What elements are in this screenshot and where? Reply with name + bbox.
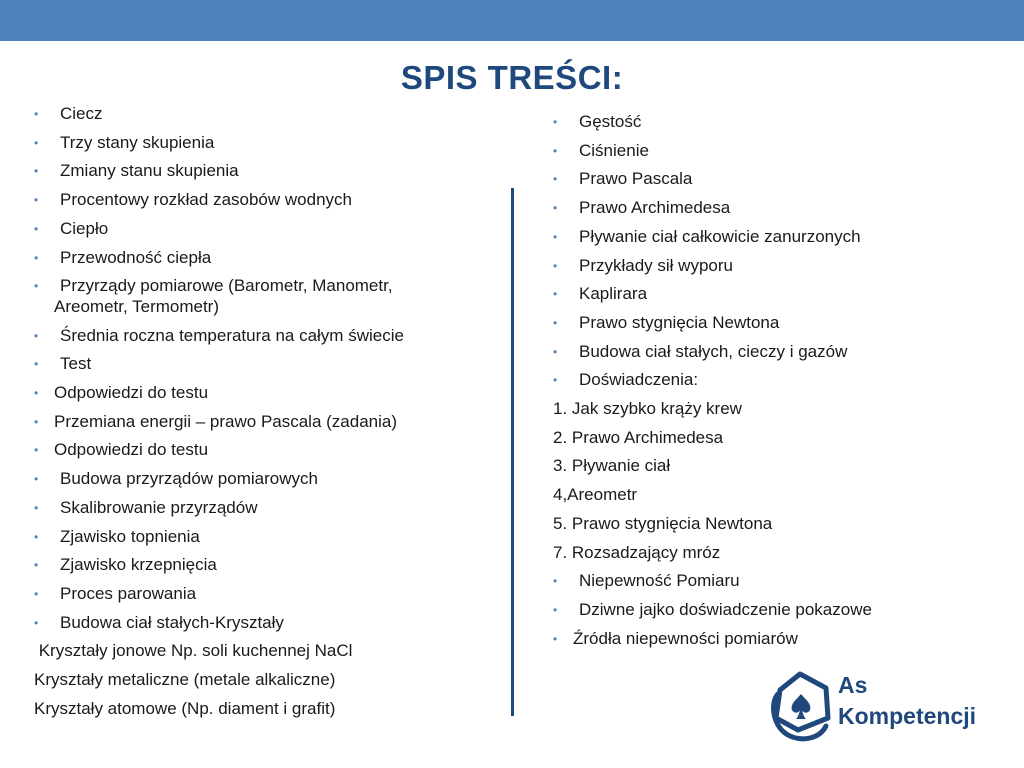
column-divider bbox=[511, 188, 514, 716]
plain-line: 4,Areometr bbox=[553, 485, 638, 505]
list-item bbox=[553, 137, 973, 166]
list-item-text: Średnia roczna temperatura na całym świecie bbox=[60, 325, 404, 345]
list-item bbox=[34, 551, 504, 580]
list-item-text: Przemiana energii – prawo Pascala (zadania) bbox=[54, 411, 398, 431]
bullet-icon: • bbox=[34, 558, 39, 573]
bullet-icon: • bbox=[34, 472, 39, 487]
list-item bbox=[553, 223, 973, 252]
list-item bbox=[34, 186, 504, 215]
list-item-text: Gęstość bbox=[579, 112, 642, 131]
bullet-icon: • bbox=[553, 287, 558, 302]
list-item bbox=[34, 523, 504, 552]
list-item-text: Przewodność ciepła bbox=[60, 247, 212, 267]
list-item bbox=[553, 108, 973, 137]
bullet-icon: • bbox=[34, 529, 39, 544]
plain-line: Kryształy jonowe Np. soli kuchennej NaCl bbox=[34, 641, 353, 661]
list-item bbox=[553, 338, 973, 367]
list-item-text: Trzy stany skupienia bbox=[60, 132, 215, 152]
list-item bbox=[34, 609, 504, 638]
list-item bbox=[34, 322, 504, 351]
list-item-text: Budowa ciał stałych-Kryształy bbox=[60, 612, 284, 632]
bullet-icon: • bbox=[34, 443, 39, 458]
list-item-text: Proces parowania bbox=[60, 583, 197, 603]
list-item-text: Kaplirara bbox=[579, 284, 648, 304]
bullet-icon: • bbox=[553, 315, 558, 330]
bullet-icon: • bbox=[34, 279, 39, 294]
bullet-icon: • bbox=[34, 250, 39, 265]
bullet-icon: • bbox=[553, 602, 558, 617]
list-item bbox=[34, 465, 504, 494]
bullet-icon: • bbox=[34, 586, 39, 601]
as-kompetencji-logo bbox=[768, 668, 998, 748]
list-item-text: Zjawisko krzepnięcia bbox=[60, 555, 217, 575]
bullet-icon: • bbox=[553, 143, 558, 158]
plain-line: 7. Rozsadzający mróz bbox=[553, 542, 721, 562]
list-item bbox=[34, 408, 504, 437]
list-item-text: Budowa przyrządów pomiarowych bbox=[60, 469, 318, 489]
plain-line: Kryształy atomowe (Np. diament i grafit) bbox=[34, 698, 336, 718]
top-accent-bar bbox=[0, 0, 1024, 41]
list-item bbox=[553, 596, 973, 625]
list-item bbox=[34, 100, 504, 129]
bullet-icon: • bbox=[34, 386, 39, 401]
list-item bbox=[34, 580, 504, 609]
list-item-text: Dziwne jajko doświadczenie pokazowe bbox=[579, 599, 872, 619]
list-item bbox=[34, 129, 504, 158]
logo-line-1: As bbox=[838, 672, 868, 698]
spade-card-logo-icon bbox=[768, 668, 832, 744]
plain-line: Kryształy metaliczne (metale alkaliczne) bbox=[34, 670, 336, 690]
right-column-list bbox=[553, 108, 973, 653]
list-item bbox=[34, 436, 504, 465]
list-item-text: Przykłady sił wyporu bbox=[579, 255, 733, 275]
list-item bbox=[553, 280, 973, 309]
bullet-icon: • bbox=[34, 615, 39, 630]
list-item bbox=[34, 157, 504, 186]
list-item-text: Prawo Pascala bbox=[579, 169, 693, 189]
bullet-icon: • bbox=[553, 258, 558, 273]
list-item-text: Skalibrowanie przyrządów bbox=[60, 497, 258, 517]
list-item-text: Prawo stygnięcia Newtona bbox=[579, 312, 780, 332]
logo-line-2: Kompetencji bbox=[838, 703, 977, 729]
logo-wordmark bbox=[838, 670, 976, 732]
bullet-icon: • bbox=[553, 373, 558, 388]
list-item-text: Zmiany stanu skupienia bbox=[60, 161, 239, 181]
list-item bbox=[34, 244, 504, 273]
list-item bbox=[34, 350, 504, 379]
list-item-text: Przyrządy pomiarowe (Barometr, Manometr, bbox=[60, 276, 393, 296]
bullet-icon: • bbox=[553, 574, 558, 589]
list-item-text: Ciśnienie bbox=[579, 140, 649, 160]
bullet-icon: • bbox=[34, 414, 39, 429]
list-item bbox=[34, 215, 504, 244]
plain-line: 3. Pływanie ciał bbox=[553, 456, 671, 476]
list-item-text: Niepewność Pomiaru bbox=[579, 571, 740, 591]
bullet-icon: • bbox=[553, 201, 558, 216]
bullet-icon: • bbox=[553, 229, 558, 244]
plain-line: 1. Jak szybko krąży krew bbox=[553, 399, 742, 419]
plain-line: 2. Prawo Archimedesa bbox=[553, 427, 724, 447]
bullet-icon: • bbox=[34, 328, 39, 343]
list-item bbox=[553, 165, 973, 194]
list-item-text: Prawo Archimedesa bbox=[579, 198, 731, 218]
list-item-text: Test bbox=[60, 354, 92, 374]
list-item-text: Pływanie ciał całkowicie zanurzonych bbox=[579, 226, 861, 246]
plain-line: 5. Prawo stygnięcia Newtona bbox=[553, 513, 773, 533]
list-item bbox=[553, 309, 973, 338]
list-item-text: Odpowiedzi do testu bbox=[54, 440, 209, 460]
list-item-text: Procentowy rozkład zasobów wodnych bbox=[60, 190, 352, 210]
left-column-list bbox=[34, 100, 504, 723]
bullet-icon: • bbox=[553, 172, 558, 187]
list-item bbox=[34, 494, 504, 523]
bullet-icon: • bbox=[553, 344, 558, 359]
list-item bbox=[34, 379, 504, 408]
list-item-text: Ciepło bbox=[60, 218, 109, 238]
bullet-icon: • bbox=[34, 107, 39, 121]
bullet-icon: • bbox=[553, 631, 558, 646]
list-item-text: Odpowiedzi do testu bbox=[54, 383, 209, 403]
page-title: SPIS TREŚCI: bbox=[400, 59, 624, 96]
list-item bbox=[553, 366, 973, 395]
list-item-text: Doświadczenia: bbox=[579, 370, 699, 390]
list-item-text: Źródła niepewności pomiarów bbox=[573, 628, 798, 648]
list-item bbox=[553, 625, 973, 654]
bullet-icon: • bbox=[34, 135, 39, 150]
list-item-text: Zjawisko topnienia bbox=[60, 526, 200, 546]
bullet-icon: • bbox=[34, 193, 39, 208]
bullet-icon: • bbox=[34, 221, 39, 236]
list-item bbox=[553, 252, 973, 281]
bullet-icon: • bbox=[553, 115, 558, 129]
list-item-continuation: Areometr, Termometr) bbox=[54, 296, 220, 316]
list-item-text: Budowa ciał stałych, cieczy i gazów bbox=[579, 341, 848, 361]
list-item bbox=[553, 567, 973, 596]
list-item-text: Ciecz bbox=[60, 104, 103, 123]
bullet-icon: • bbox=[34, 500, 39, 515]
bullet-icon: • bbox=[34, 357, 39, 372]
bullet-icon: • bbox=[34, 164, 39, 179]
list-item bbox=[553, 194, 973, 223]
